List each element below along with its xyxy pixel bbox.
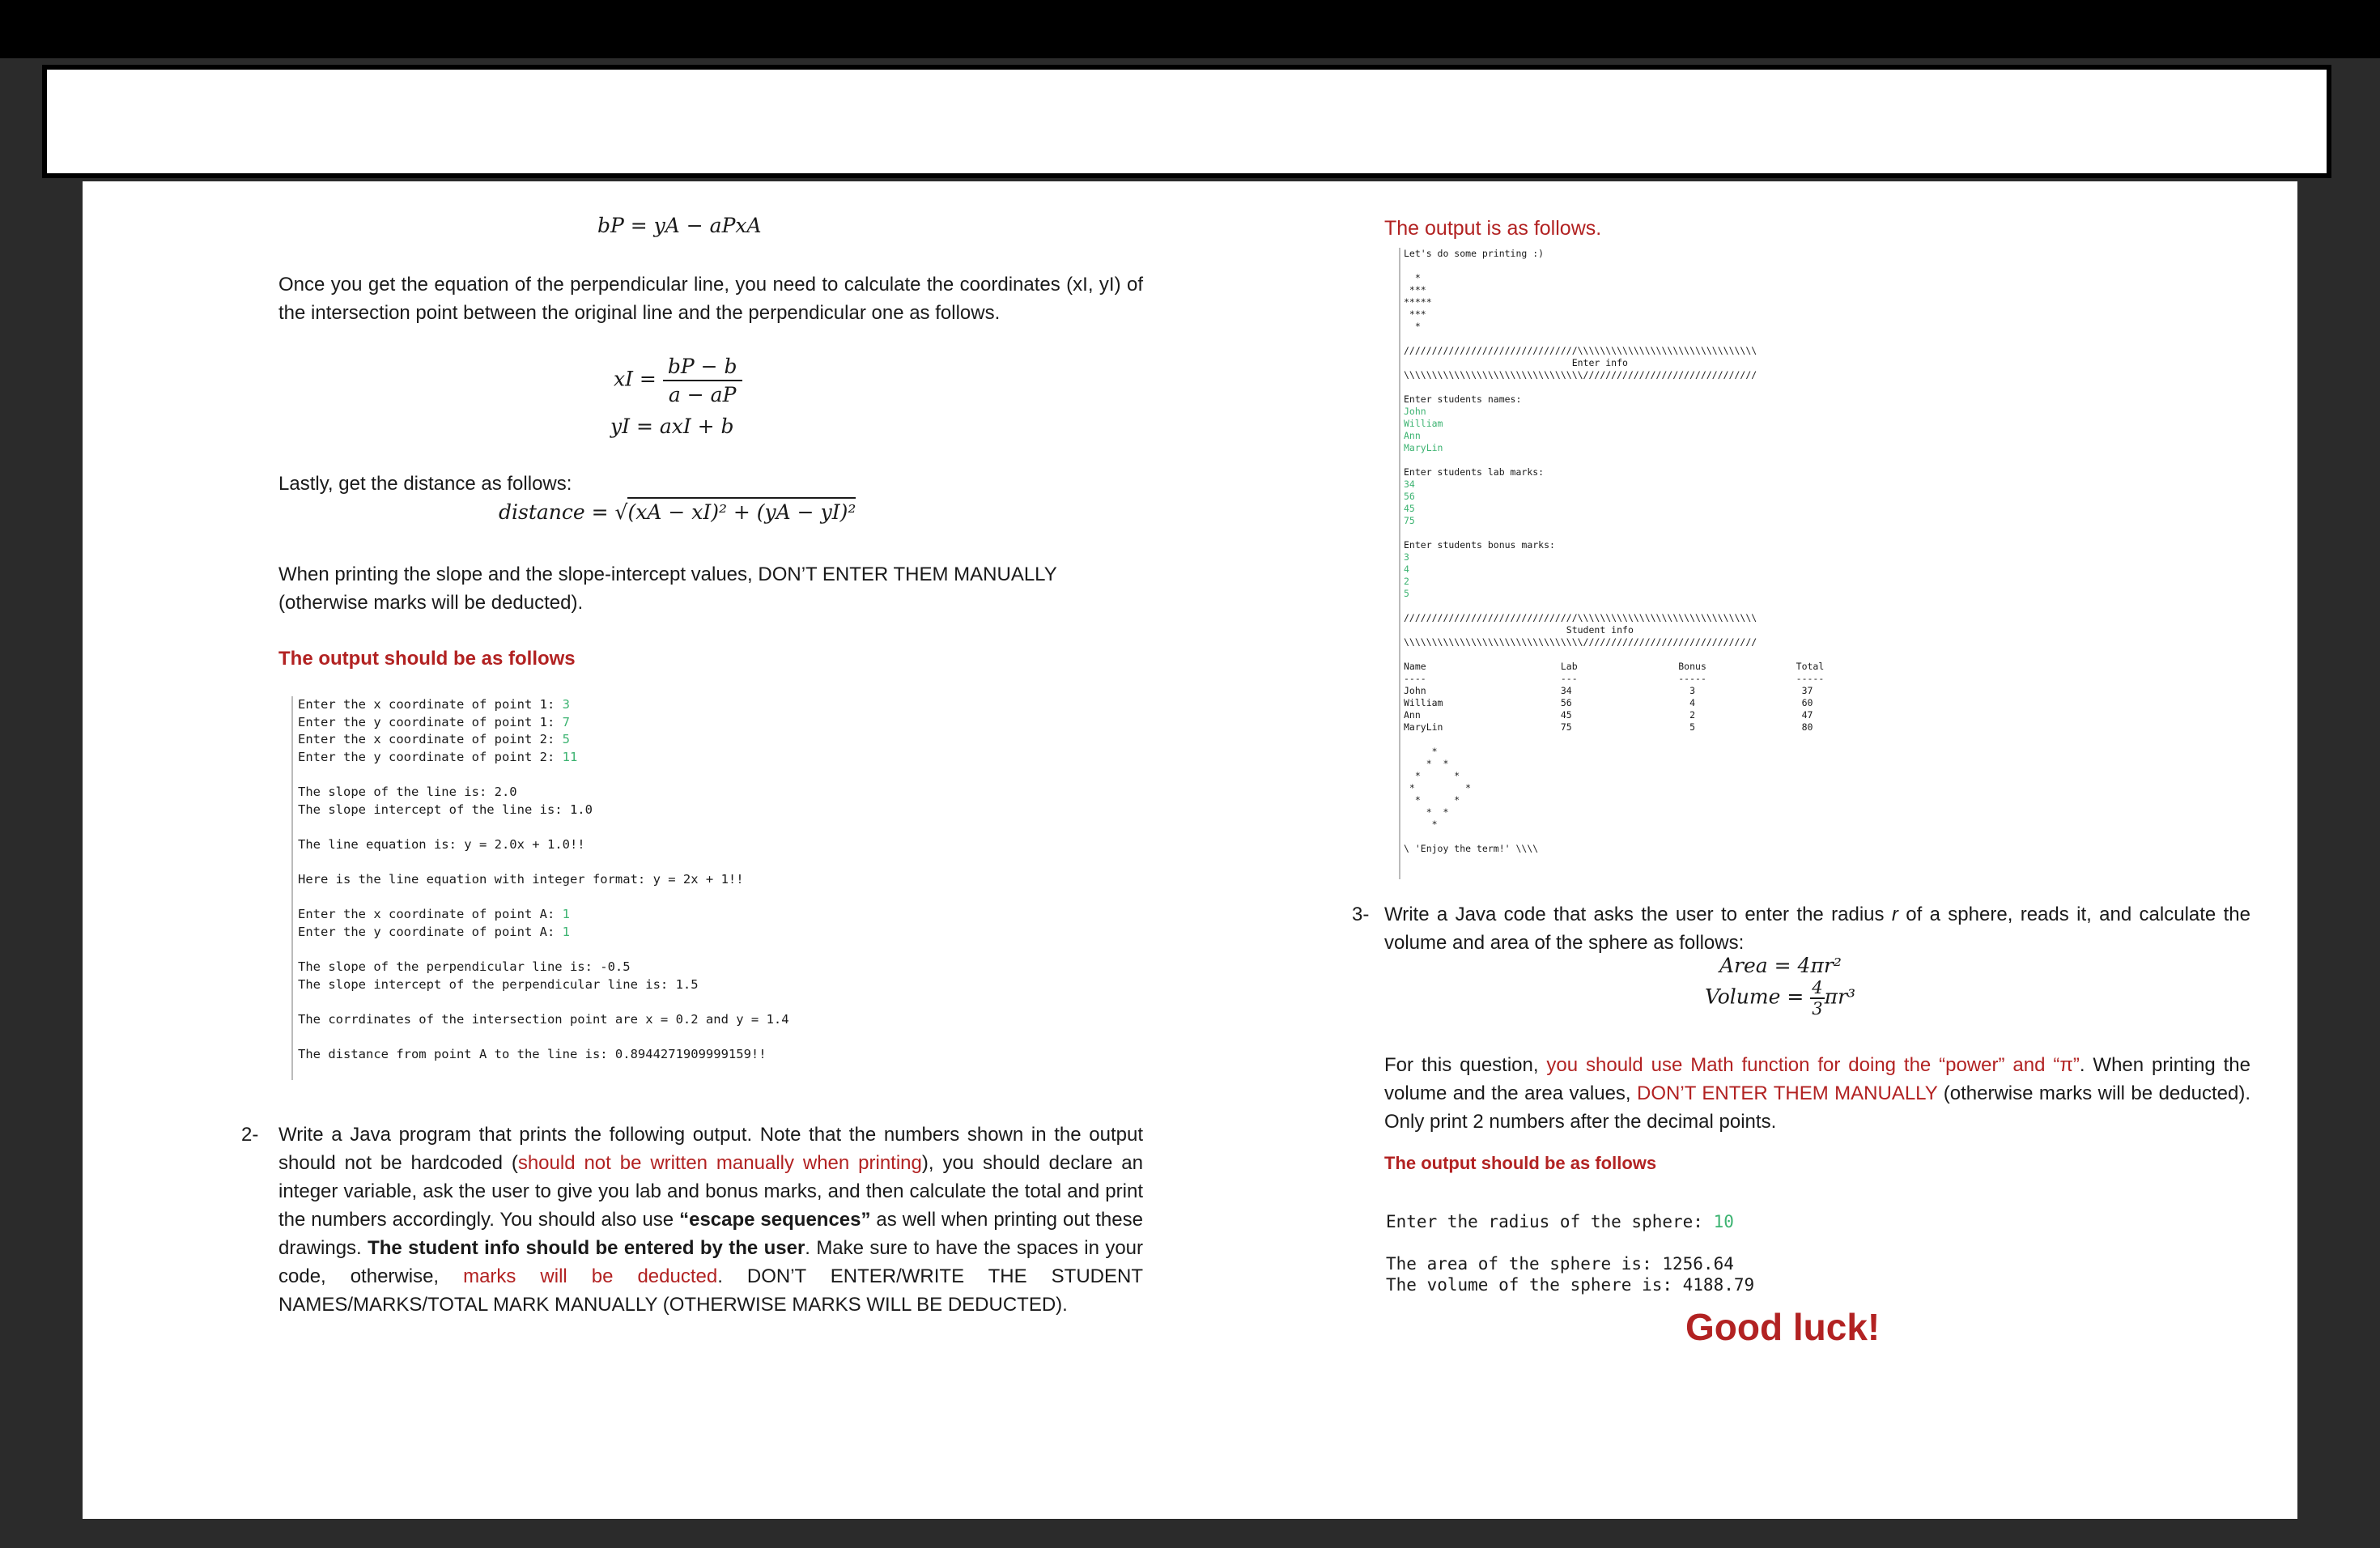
console-line (1404, 685, 1906, 697)
console-line (298, 802, 946, 819)
equation-volume-lhs: Volume = (1705, 985, 1804, 1009)
console-line (1404, 321, 1906, 333)
console-line (298, 906, 946, 924)
console-text: \\\\\\\\\\\\\\\\\\\\\\\\\\\\\\\\/////////////////////////////// (1404, 636, 1757, 648)
console-text: Enter the x coordinate of point 2: (298, 732, 563, 747)
console-line (1404, 442, 1906, 454)
text-run: DON’T ENTER THEM MANUALLY (1637, 1082, 1938, 1104)
console-text: The slope intercept of the perpendicular line is: 1.5 (298, 976, 699, 992)
console-text: Let's do some printing :) (1404, 248, 1545, 259)
text-run: . Make sure to have the spaces in your code, otherwise, (278, 1237, 1144, 1287)
console-line (1404, 661, 1906, 673)
console-line (298, 784, 946, 802)
console-line (1404, 734, 1906, 746)
console-text: *** (1404, 284, 1426, 296)
console-text: Student info (1404, 624, 1634, 636)
console-text: Ann 45 2 47 (1404, 709, 1813, 721)
console-text: The distance from point A to the line is: 0.8944271909999159!! (298, 1046, 767, 1061)
console-user-input: 11 (562, 749, 578, 764)
output-heading-right: The output is as follows. (1384, 217, 1602, 240)
console-line (1404, 636, 1906, 649)
text-run: For this question, (1384, 1054, 1547, 1076)
console-line (1404, 746, 1906, 758)
console-line (298, 749, 946, 767)
console-line (1404, 345, 1906, 357)
q2-paragraph (278, 1121, 1143, 1319)
console-line (1404, 673, 1906, 685)
console-user-input: 5 (1404, 588, 1409, 599)
q3-radius-symbol: r (1891, 904, 1898, 925)
console-text: * * (1404, 794, 1460, 806)
console-user-input: John (1404, 406, 1426, 417)
console-text: * (1404, 321, 1421, 332)
console-text: * (1404, 819, 1438, 830)
console-text: The slope intercept of the line is: 1.0 (298, 802, 593, 817)
console-text: John 34 3 37 (1404, 685, 1813, 696)
console-text: The slope of the line is: 2.0 (298, 784, 517, 799)
equation-volume-denominator: 3 (1812, 999, 1823, 1019)
text-run: . DON’T ENTER/WRITE THE STUDENT NAMES/MARKS/TOTAL MARK MANUALLY (OTHERWISE MARKS WILL BE DEDUCTED). (278, 1265, 1143, 1316)
equation-xi-denominator: a − aP (668, 383, 737, 406)
console-text: William 56 4 60 (1404, 697, 1813, 708)
console-text: ---- --- ----- ----- (1404, 673, 1825, 684)
console-text: Enter the y coordinate of point A: (298, 924, 563, 939)
text-run: The student info should be entered by the user (368, 1237, 805, 1259)
console-line (1404, 466, 1906, 478)
console-line (1404, 782, 1906, 794)
console-user-input: 45 (1404, 503, 1415, 514)
console-line (1404, 393, 1906, 406)
console-line (298, 766, 946, 784)
console-line (298, 889, 946, 907)
console-line (1404, 284, 1906, 296)
banner-frame (42, 65, 2331, 178)
text-run: should not be written manually when printing (517, 1152, 922, 1174)
text-run: ), you should declare an integer variable, ask the user to give you lab and bonus marks, and then calculate the total and print the numbers accordingly. You should also use (278, 1152, 1143, 1231)
console-text: * * (1404, 770, 1460, 781)
console-line (1404, 709, 1906, 721)
console-user-input: MaryLin (1404, 442, 1443, 453)
console-line (298, 714, 946, 732)
console-line (1404, 843, 1906, 855)
console-line (1404, 406, 1906, 418)
console-text: * (1404, 272, 1421, 283)
console-user-input: 75 (1404, 515, 1415, 526)
equation-xi-fraction (663, 355, 742, 406)
console-line (1404, 819, 1906, 831)
console-line (1404, 333, 1906, 345)
console-line (298, 731, 946, 749)
console-text: Enter the x coordinate of point 1: (298, 697, 563, 712)
console-text: Name Lab Bonus Total (1404, 661, 1825, 672)
paragraph-printing: When printing the slope and the slope-intercept values, DON’T ENTER THEM MANUALLY (otherwise marks will be deducted). (278, 563, 1057, 614)
good-luck-text: Good luck! (1685, 1306, 1881, 1348)
console-line (1404, 430, 1906, 442)
equation-distance-rhs: (xA − xI)² + (yA − yI)² (627, 497, 856, 524)
console-text: ***** (1404, 296, 1432, 308)
console-output-line-program (291, 696, 946, 1080)
console-user-input: 7 (562, 714, 570, 729)
console-line (1404, 527, 1906, 539)
console-line (1404, 649, 1906, 661)
console-user-input: Ann (1404, 430, 1421, 441)
console-line (1404, 296, 1906, 308)
console-user-input: 5 (562, 732, 570, 747)
console-line (1404, 806, 1906, 819)
console-text: * * (1404, 806, 1449, 818)
console-text: Enter info (1404, 357, 1628, 368)
output-heading-sphere: The output should be as follows (1384, 1153, 1657, 1173)
paragraph-distance: Lastly, get the distance as follows: (278, 473, 572, 495)
console-text: * * (1404, 758, 1449, 769)
console-line (1404, 563, 1906, 576)
equation-bp: bP = yA − aPxA (597, 214, 762, 237)
console-line (1404, 260, 1906, 272)
console-line (298, 1028, 946, 1046)
equation-area: Area = 4πr² (1719, 954, 1842, 977)
console-text: * (1404, 746, 1438, 757)
console-line (1404, 551, 1906, 563)
console-text: Enter students names: (1404, 393, 1522, 405)
console-line (1404, 770, 1906, 782)
console-text: The slope of the perpendicular line is: -0.5 (298, 959, 631, 974)
equation-yi: yI = axI + b (610, 415, 734, 438)
console-line (1404, 612, 1906, 624)
console-line (1404, 576, 1906, 588)
console-line (1404, 588, 1906, 600)
console-text: ///////////////////////////////\\\\\\\\\\\\\\\\\\\\\\\\\\\\\\\\ (1404, 345, 1757, 356)
console-text: *** (1404, 308, 1426, 320)
console-line (1404, 503, 1906, 515)
console-line (1404, 831, 1906, 843)
console-line (1404, 272, 1906, 284)
q3-instructions (1384, 1051, 2250, 1136)
console-line (1404, 515, 1906, 527)
console-text: MaryLin 75 5 80 (1404, 721, 1813, 733)
console-user-input: 3 (1404, 551, 1409, 563)
console-text: ///////////////////////////////\\\\\\\\\\\\\\\\\\\\\\\\\\\\\\\\ (1404, 612, 1757, 623)
console-user-input: 56 (1404, 491, 1415, 502)
console-line (1404, 248, 1906, 260)
sphere-prompt: Enter the radius of the sphere: (1386, 1212, 1714, 1231)
console-line (1404, 454, 1906, 466)
console-line (1404, 418, 1906, 430)
console-user-input: 4 (1404, 563, 1409, 575)
equation-xi-numerator: bP − b (663, 355, 742, 381)
console-text: Enter the y coordinate of point 1: (298, 714, 563, 729)
console-text: * * (1404, 782, 1472, 793)
q3-text-after: of a sphere, reads it, and calculate the volume and area of the sphere as follows: (1384, 904, 2250, 954)
console-line (1404, 721, 1906, 734)
equation-volume-fraction (1810, 978, 1824, 1019)
console-line (1404, 624, 1906, 636)
sphere-area-line: The area of the sphere is: 1256.64 (1386, 1254, 1734, 1274)
sqrt-sign: √ (614, 500, 628, 524)
console-line (298, 853, 946, 871)
console-text: \\\\\\\\\\\\\\\\\\\\\\\\\\\\\\\\/////////////////////////////// (1404, 369, 1757, 381)
top-bar (0, 0, 2380, 58)
console-user-input: 1 (562, 924, 570, 939)
sphere-input: 10 (1713, 1212, 1734, 1231)
console-line (298, 993, 946, 1011)
console-line (1404, 600, 1906, 612)
text-run: “escape sequences” (679, 1209, 871, 1231)
console-line (298, 696, 946, 714)
console-text: Enter students bonus marks: (1404, 539, 1555, 551)
console-line (1404, 357, 1906, 369)
console-line (298, 1011, 946, 1029)
q2-number: 2- (241, 1124, 259, 1146)
console-line (1404, 758, 1906, 770)
paragraph-intersection: Once you get the equation of the perpendicular line, you need to calculate the coordinates (xI, yI) of the intersection point between the original line and the perpendicular one as follows. (278, 274, 1143, 324)
console-line (1404, 697, 1906, 709)
console-line (298, 976, 946, 994)
console-text: Enter the y coordinate of point 2: (298, 749, 563, 764)
console-user-input: William (1404, 418, 1443, 429)
console-user-input: 34 (1404, 478, 1415, 490)
equation-xi-lhs: xI = (614, 367, 657, 391)
sphere-prompt-line (1386, 1211, 1734, 1232)
equation-distance-lhs: distance = (499, 500, 609, 524)
console-line (298, 836, 946, 854)
console-user-input: 3 (562, 697, 570, 712)
console-text: \ 'Enjoy the term!' \\\\ (1404, 843, 1539, 854)
console-user-input: 1 (562, 907, 570, 922)
equation-distance (499, 500, 856, 524)
console-line (1404, 308, 1906, 321)
q3-number: 3- (1352, 904, 1370, 925)
console-text: The line equation is: y = 2.0x + 1.0!! (298, 836, 585, 852)
console-line (1404, 539, 1906, 551)
console-text: Enter the x coordinate of point A: (298, 907, 563, 922)
q3-paragraph (1384, 900, 2250, 957)
text-run: as well when printing out these drawings. (278, 1209, 1143, 1259)
text-run: (otherwise marks will be deducted). Only print 2 numbers after the decimal points. (1384, 1082, 2250, 1133)
console-line (298, 871, 946, 889)
equation-volume (1705, 978, 1855, 1019)
console-line (298, 1046, 946, 1064)
console-line (1404, 491, 1906, 503)
sphere-volume-line: The volume of the sphere is: 4188.79 (1386, 1275, 1755, 1295)
text-run: Write a Java program that prints the following output. Note that the numbers shown in the output should not be hardcoded ( (278, 1124, 1143, 1174)
q3-text-before: Write a Java code that asks the user to enter the radius (1384, 904, 1892, 925)
console-line (298, 924, 946, 942)
text-run: marks will be deducted (463, 1265, 718, 1287)
console-text: The corrdinates of the intersection point are x = 0.2 and y = 1.4 (298, 1011, 789, 1027)
console-line (1404, 794, 1906, 806)
console-line (1404, 369, 1906, 381)
text-run: you should use Math function for doing the “power” and “π” (1546, 1054, 2080, 1076)
equation-volume-rhs: πr³ (1824, 985, 1856, 1009)
console-text: Here is the line equation with integer format: y = 2x + 1!! (298, 871, 744, 887)
console-text: Enter students lab marks: (1404, 466, 1545, 478)
console-line (298, 941, 946, 959)
console-user-input: 2 (1404, 576, 1409, 587)
equation-volume-numerator: 4 (1812, 978, 1823, 997)
console-line (298, 819, 946, 836)
text-run: . When printing the volume and the area values, (1384, 1054, 2250, 1104)
equation-xi (614, 355, 742, 406)
output-heading-left: The output should be as follows (278, 648, 576, 670)
console-line (298, 959, 946, 976)
console-output-student-info (1399, 248, 1906, 879)
console-line (1404, 478, 1906, 491)
console-line (1404, 381, 1906, 393)
document-page (83, 181, 2297, 1519)
